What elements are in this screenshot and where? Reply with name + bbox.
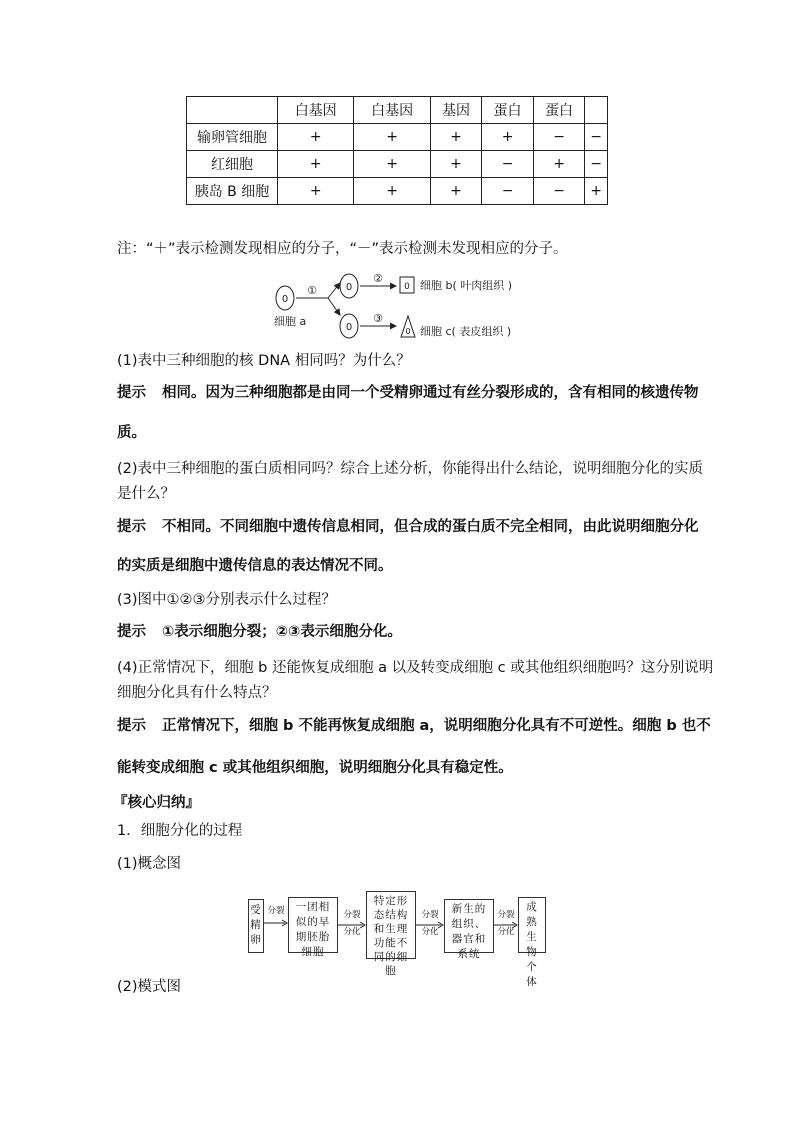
question-2-line-2: 是什么？ [117, 486, 175, 502]
answer-1 [117, 382, 699, 404]
flow-arrow-1-label: 分裂 [267, 906, 285, 916]
tip-label: 提示 [117, 718, 146, 734]
flow-arrow-2-label-bottom: 分化 [343, 927, 361, 937]
table-row [187, 178, 608, 205]
row-label: 胰岛 B 细胞 [187, 178, 278, 205]
table-header-cell [187, 97, 278, 124]
table-row [187, 124, 608, 151]
question-4-line-1: (4)正常情况下，细胞 b 还能恢复成细胞 a 以及转变成细胞 c 或其他组织细胞吗？这分别说明 [117, 660, 714, 676]
tip-label: 提示 [117, 385, 146, 401]
table-cell: + [430, 124, 482, 151]
flow-box-mature-organism: 成熟生物个体 [518, 897, 546, 953]
table-cell: − [533, 178, 585, 205]
table-cell: − [533, 124, 585, 151]
nucleus-label: 0 [345, 322, 353, 333]
table-header-cell: 蛋白 [482, 97, 534, 124]
flow-arrow-1 [264, 918, 288, 928]
flow-box-zygote: 受精卵 [248, 899, 264, 953]
nucleus-label: 0 [405, 327, 411, 336]
subsection-1: 1．细胞分化的过程 [117, 823, 243, 839]
flow-arrow-3-label-top: 分裂 [421, 910, 439, 920]
answer-4-line-1: 正常情况下，细胞 b 不能再恢复成细胞 a，说明细胞分化具有不可逆性。细胞 b 也不 [162, 718, 711, 734]
arrow-1-down [328, 298, 340, 315]
table-cell: + [430, 178, 482, 205]
answer-4-line-2: 能转变成细胞 c 或其他组织细胞，说明细胞分化具有稳定性。 [117, 760, 513, 776]
table-header-cell: 蛋白 [533, 97, 585, 124]
nucleus-label: 0 [281, 294, 289, 305]
question-1: (1)表中三种细胞的核 DNA 相同吗？为什么？ [117, 353, 411, 369]
table-header-cell: 白基因 [354, 97, 430, 124]
table-cell: + [278, 151, 354, 178]
table-cell: + [278, 124, 354, 151]
flow-arrow-4-label-top: 分裂 [497, 910, 515, 920]
table-cell: − [585, 151, 608, 178]
subsection-1-2: (2)模式图 [117, 979, 182, 995]
table-cell: + [482, 124, 534, 151]
answer-2 [117, 516, 699, 538]
tip-label: 提示 [117, 519, 146, 535]
answer-1-line-2: 质。 [117, 425, 146, 441]
step-3-label: ③ [373, 312, 383, 325]
table-cell: + [354, 151, 430, 178]
answer-3-text: ①表示细胞分裂；②③表示细胞分化。 [162, 624, 402, 640]
step-1-label: ① [307, 284, 317, 297]
step-2-label: ② [373, 272, 383, 285]
differentiation-diagram [260, 268, 560, 348]
flow-arrow-2-label-top: 分裂 [343, 910, 361, 920]
flow-arrow-3-label-bottom: 分化 [421, 927, 439, 937]
flow-box-tissues-organs: 新生的组织、器官和系统 [444, 899, 494, 953]
table-cell: + [354, 124, 430, 151]
table-header-cell [585, 97, 608, 124]
tip-label: 提示 [117, 624, 146, 640]
table-cell: − [482, 178, 534, 205]
gene-table [186, 96, 608, 205]
nucleus-label: 0 [404, 282, 410, 292]
flow-arrow-4-label-bottom: 分化 [497, 927, 515, 937]
table-cell: − [482, 151, 534, 178]
question-4-line-2: 细胞分化具有什么特点？ [117, 685, 277, 701]
answer-2-line-2: 的实质是细胞中遗传信息的表达情况不同。 [117, 558, 393, 574]
answer-3 [117, 621, 402, 643]
table-cell: + [585, 178, 608, 205]
question-3: (3)图中①②③分别表示什么过程？ [117, 592, 337, 608]
question-2-line-1: (2)表中三种细胞的蛋白质相同吗？综合上述分析，你能得出什么结论，说明细胞分化的实质 [117, 461, 704, 477]
flow-box-specialized-cells: 特定形态结构和生理功能不同的细胞 [366, 891, 416, 959]
table-header-cell: 基因 [430, 97, 482, 124]
table-cell: + [533, 151, 585, 178]
table-note: 注：“＋”表示检测发现相应的分子，“－”表示检测未发现相应的分子。 [117, 241, 568, 257]
table-row [187, 151, 608, 178]
table-cell: − [585, 124, 608, 151]
table-header-cell: 白基因 [278, 97, 354, 124]
row-label: 红细胞 [187, 151, 278, 178]
row-label: 输卵管细胞 [187, 124, 278, 151]
subsection-1-1: (1)概念图 [117, 856, 182, 872]
section-title: 『核心归纳』 [113, 795, 200, 811]
flow-box-early-cells: 一团相似的早期胚胎细胞 [288, 897, 338, 953]
table-cell: + [430, 151, 482, 178]
answer-1-line-1: 相同。因为三种细胞都是由同一个受精卵通过有丝分裂形成的，含有相同的核遗传物 [162, 385, 699, 401]
table-header-row [187, 97, 608, 124]
table-cell: + [278, 178, 354, 205]
cell-c-label: 细胞 c( 表皮组织 ) [420, 325, 512, 338]
table-cell: + [354, 178, 430, 205]
answer-2-line-1: 不相同。不同细胞中遗传信息相同，但合成的蛋白质不完全相同，由此说明细胞分化 [162, 519, 699, 535]
nucleus-label: 0 [345, 282, 353, 293]
cell-a-label: 细胞 a [274, 315, 307, 328]
cell-b-label: 细胞 b( 叶肉组织 ) [420, 279, 513, 292]
arrow-1-up [328, 283, 340, 298]
answer-4 [117, 715, 711, 737]
